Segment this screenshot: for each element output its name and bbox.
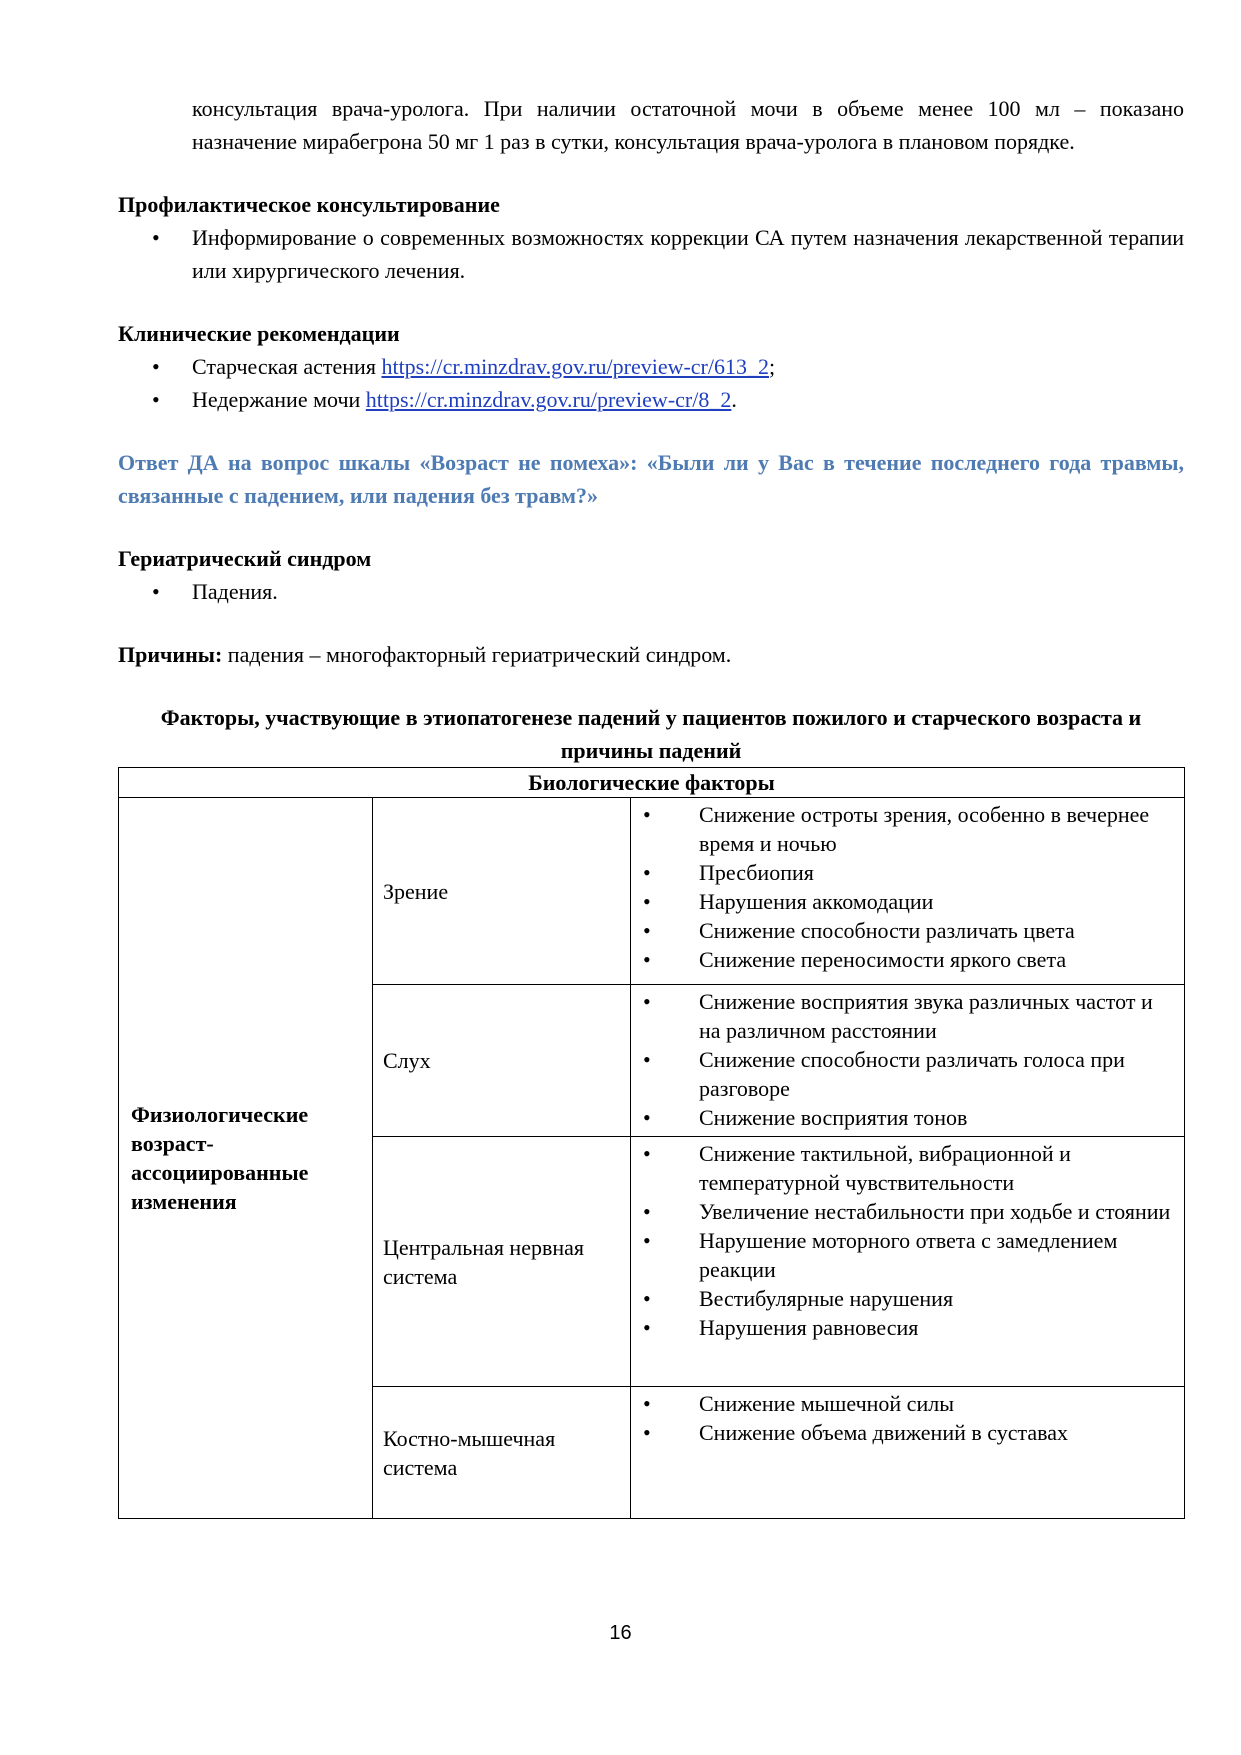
- system-cell: Костно-мышечная система: [373, 1387, 631, 1519]
- recommendation-link[interactable]: https://cr.minzdrav.gov.ru/preview-cr/613_2: [381, 354, 769, 379]
- list-item: • Нарушения аккомодации: [631, 887, 1174, 916]
- causes-paragraph: [118, 638, 1184, 671]
- scale-question: Ответ ДА на вопрос шкалы «Возраст не помеха»: «Были ли у Вас в течение последнего года травмы, связанные с падением, или падения без травм?»: [118, 450, 1184, 508]
- system-cell: Слух: [373, 985, 631, 1137]
- list-item: • Вестибулярные нарушения: [631, 1284, 1174, 1313]
- items-list: [631, 1137, 1184, 1346]
- clinical-heading: Клинические рекомендации: [118, 321, 400, 346]
- list-item: • Нарушение моторного ответа с замедлением реакции: [631, 1226, 1174, 1284]
- item-suffix: ;: [769, 354, 776, 379]
- item-suffix: .: [731, 387, 737, 412]
- items-cell: [631, 985, 1185, 1137]
- prevention-list: [118, 221, 1184, 287]
- category-cell: Физиологические возраст-ассоциированные изменения: [119, 798, 373, 1519]
- list-item: • Снижение переносимости яркого света: [631, 945, 1174, 974]
- list-item: • Информирование о современных возможностях коррекции СА путем назначения лекарственной терапии или хирургического лечения.: [118, 221, 1184, 287]
- items-cell: [631, 798, 1185, 985]
- page-number: 16: [609, 1622, 632, 1644]
- list-item: • Снижение способности различать цвета: [631, 916, 1174, 945]
- list-item: • Снижение тактильной, вибрационной и температурной чувствительности: [631, 1139, 1174, 1197]
- list-item: • Снижение восприятия тонов: [631, 1103, 1174, 1132]
- items-list: [631, 985, 1184, 1136]
- item-text: Старческая астения: [192, 354, 382, 379]
- clinical-list: [118, 350, 1184, 416]
- recommendation-link[interactable]: https://cr.minzdrav.gov.ru/preview-cr/8_2: [365, 387, 732, 412]
- list-item: • Снижение способности различать голоса при разговоре: [631, 1045, 1174, 1103]
- list-item: • Нарушения равновесия: [631, 1313, 1174, 1342]
- list-item: • Снижение остроты зрения, особенно в вечернее время и ночью: [631, 800, 1174, 858]
- items-list: [631, 1387, 1184, 1451]
- list-item: [118, 383, 1184, 416]
- list-item: • Пресбиопия: [631, 858, 1174, 887]
- syndrome-heading: Гериатрический синдром: [118, 546, 372, 571]
- list-item: • Снижение мышечной силы: [631, 1389, 1174, 1418]
- list-item: • Снижение объема движений в суставах: [631, 1418, 1174, 1447]
- list-item: • Падения.: [118, 575, 1184, 608]
- item-text: Недержание мочи: [192, 387, 366, 412]
- table-title: Факторы, участвующие в этиопатогенезе падений у пациентов пожилого и старческого возраста и причины падений: [160, 705, 1142, 763]
- list-item: [118, 350, 1184, 383]
- items-list: [631, 798, 1184, 978]
- items-cell: [631, 1387, 1185, 1519]
- section-header: Биологические факторы: [119, 768, 1185, 798]
- causes-text: падения – многофакторный гериатрический синдром.: [222, 642, 732, 667]
- list-item: • Снижение восприятия звука различных частот и на различном расстоянии: [631, 987, 1174, 1045]
- factors-table: [118, 767, 1185, 1519]
- list-item: • Увеличение нестабильности при ходьбе и стоянии: [631, 1197, 1174, 1226]
- document-page: [118, 92, 1184, 1519]
- prevention-heading: Профилактическое консультирование: [118, 192, 500, 217]
- causes-label: Причины:: [118, 642, 223, 667]
- intro-paragraph: консультация врача-уролога. При наличии остаточной мочи в объеме менее 100 мл – показано назначение мирабегрона 50 мг 1 раз в сутки, консультация врача-уролога в плановом порядке.: [192, 96, 1184, 154]
- system-cell: Центральная нервная система: [373, 1137, 631, 1387]
- system-cell: Зрение: [373, 798, 631, 985]
- syndrome-list: [118, 575, 1184, 608]
- items-cell: [631, 1137, 1185, 1387]
